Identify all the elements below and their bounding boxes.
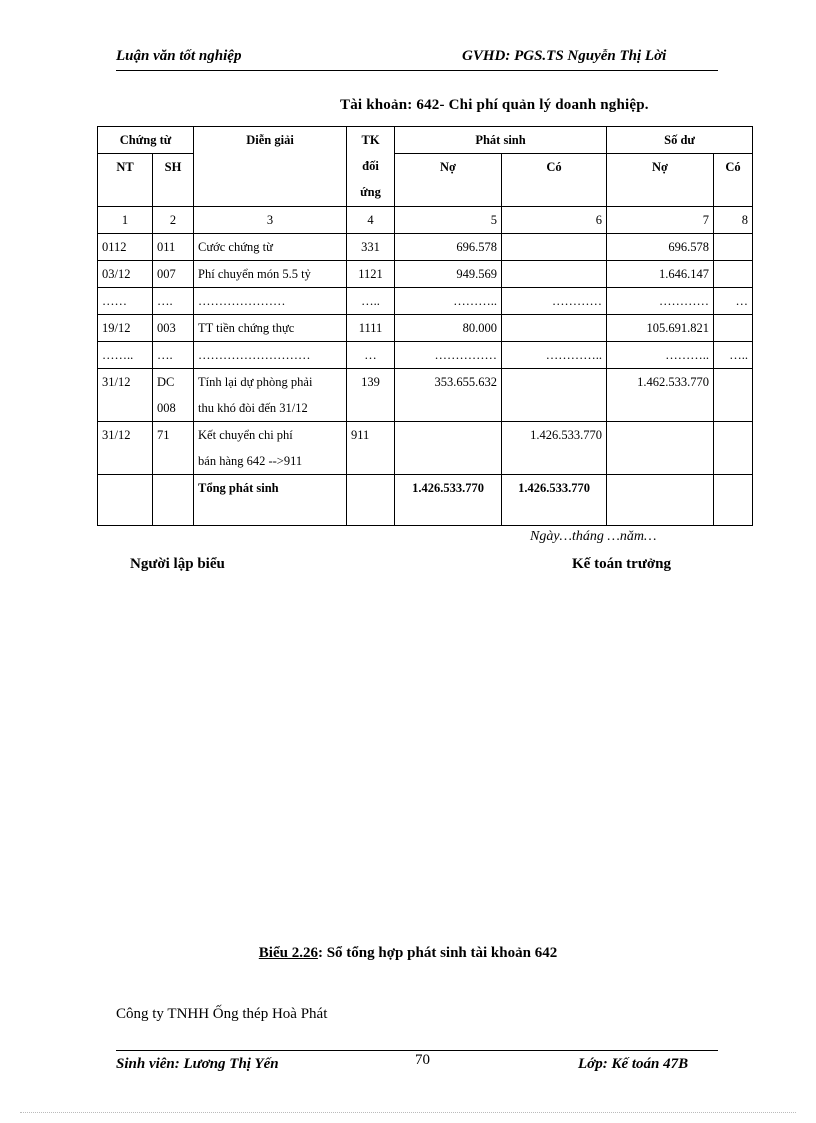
page-number: 70 xyxy=(415,1052,430,1068)
header-nt: NT xyxy=(98,154,153,207)
header-so-du: Số dư xyxy=(607,127,753,154)
cell-ps-co xyxy=(502,315,607,342)
cell-ps-no: ……….. xyxy=(395,288,502,315)
footer-rule xyxy=(116,1050,718,1051)
table-row-ellipsis xyxy=(98,342,753,369)
header-sd-co: Có xyxy=(714,154,753,207)
header-rule xyxy=(116,70,718,71)
cell-nt: 31/12 xyxy=(98,369,153,422)
header-tk-line3: ứng xyxy=(360,185,381,199)
cell-dien-giai: TT tiền chứng thực xyxy=(194,315,347,342)
cell-sh: …. xyxy=(153,288,194,315)
cell-dien-giai-line2: thu khó đòi đến 31/12 xyxy=(198,401,308,415)
signature-preparer: Người lập biểu xyxy=(130,556,225,572)
cell-sd-no xyxy=(607,422,714,475)
cell-sd-co xyxy=(714,369,753,422)
cell-sd-co: … xyxy=(714,288,753,315)
cell-ps-no: 696.578 xyxy=(395,234,502,261)
header-tk-doi-ung xyxy=(347,127,395,207)
table-row-ellipsis xyxy=(98,288,753,315)
cell-ps-no: …………… xyxy=(395,342,502,369)
cell-ps-no xyxy=(395,422,502,475)
cell-tk xyxy=(347,475,395,526)
cell-sd-no: 696.578 xyxy=(607,234,714,261)
cell-tk: 331 xyxy=(347,234,395,261)
account-title: Tài khoản: 642- Chi phí quản lý doanh nghiệp. xyxy=(340,97,649,113)
cell-tk: 139 xyxy=(347,369,395,422)
page-bottom-border xyxy=(20,1112,796,1113)
cell-sh: …. xyxy=(153,342,194,369)
ledger-table xyxy=(97,126,753,526)
cell-ps-no: 80.000 xyxy=(395,315,502,342)
cell-ps-co xyxy=(502,369,607,422)
cell-sh: 011 xyxy=(153,234,194,261)
caption-text: : Sổ tổng hợp phát sinh tài khoản 642 xyxy=(317,945,558,961)
col-number: 7 xyxy=(607,207,714,234)
cell-dien-giai: Cước chứng từ xyxy=(194,234,347,261)
cell-sd-no: ………… xyxy=(607,288,714,315)
cell-sd-co: ….. xyxy=(714,342,753,369)
cell-sd-co xyxy=(714,234,753,261)
col-number: 5 xyxy=(395,207,502,234)
column-number-row xyxy=(98,207,753,234)
total-ps-no: 1.426.533.770 xyxy=(395,475,502,526)
table-row xyxy=(98,261,753,288)
cell-tk: … xyxy=(347,342,395,369)
cell-sd-co xyxy=(714,261,753,288)
cell-sd-no xyxy=(607,475,714,526)
header-sd-no: Nợ xyxy=(607,154,714,207)
cell-dien-giai-line2: bán hàng 642 -->911 xyxy=(198,454,303,468)
cell-nt: …… xyxy=(98,288,153,315)
header-row-1 xyxy=(98,127,753,154)
header-sh: SH xyxy=(153,154,194,207)
cell-ps-co xyxy=(502,234,607,261)
cell-nt: 0112 xyxy=(98,234,153,261)
header-dien-giai: Diễn giải xyxy=(194,127,347,207)
cell-ps-co: ………… xyxy=(502,288,607,315)
company-name: Công ty TNHH Ống thép Hoà Phát xyxy=(116,1006,328,1022)
header-left: Luận văn tốt nghiệp xyxy=(116,48,242,64)
cell-sh xyxy=(153,369,194,422)
total-row xyxy=(98,475,753,526)
cell-dien-giai xyxy=(194,369,347,422)
cell-ps-co: ………….. xyxy=(502,342,607,369)
cell-dien-giai xyxy=(194,422,347,475)
cell-sh: 007 xyxy=(153,261,194,288)
cell-sh: 003 xyxy=(153,315,194,342)
caption-label: Biểu 2.26 xyxy=(258,945,318,961)
cell-sd-co xyxy=(714,422,753,475)
col-number: 3 xyxy=(194,207,347,234)
col-number: 6 xyxy=(502,207,607,234)
cell-tk: 1111 xyxy=(347,315,395,342)
table-row-provision xyxy=(98,369,753,422)
table-row-closing xyxy=(98,422,753,475)
col-number: 1 xyxy=(98,207,153,234)
footer-student: Sinh viên: Lương Thị Yến xyxy=(116,1056,279,1072)
cell-sh-line2: 008 xyxy=(157,401,176,415)
cell-dien-giai: ……………………… xyxy=(194,342,347,369)
cell-sh xyxy=(153,475,194,526)
cell-sh: 71 xyxy=(153,422,194,475)
col-number: 4 xyxy=(347,207,395,234)
cell-dien-giai: Phí chuyển món 5.5 tỷ xyxy=(194,261,347,288)
cell-sd-no: 1.646.147 xyxy=(607,261,714,288)
signature-chief-accountant: Kế toán trưởng xyxy=(572,556,671,572)
header-tk-line1: TK xyxy=(361,133,380,147)
table-row xyxy=(98,234,753,261)
cell-tk: 911 xyxy=(347,422,395,475)
header-tk-line2: đối xyxy=(362,159,379,173)
cell-nt: 03/12 xyxy=(98,261,153,288)
cell-dien-giai: ………………… xyxy=(194,288,347,315)
cell-sd-co xyxy=(714,315,753,342)
header-right: GVHD: PGS.TS Nguyễn Thị Lời xyxy=(462,48,667,64)
cell-sd-co xyxy=(714,475,753,526)
header-ps-co: Có xyxy=(502,154,607,207)
cell-ps-no: 949.569 xyxy=(395,261,502,288)
header-ps-no: Nợ xyxy=(395,154,502,207)
cell-ps-no: 353.655.632 xyxy=(395,369,502,422)
col-number: 8 xyxy=(714,207,753,234)
col-number: 2 xyxy=(153,207,194,234)
cell-nt: …….. xyxy=(98,342,153,369)
cell-sd-no: ……….. xyxy=(607,342,714,369)
cell-nt: 19/12 xyxy=(98,315,153,342)
cell-tk: ….. xyxy=(347,288,395,315)
cell-dien-giai-line1: Tính lại dự phòng phải xyxy=(198,375,313,389)
table-row xyxy=(98,315,753,342)
date-line: Ngày…tháng …năm… xyxy=(530,529,657,544)
cell-sh-line1: DC xyxy=(157,375,175,389)
footer-class: Lớp: Kế toán 47B xyxy=(578,1056,689,1072)
cell-dien-giai-line1: Kết chuyển chi phí xyxy=(198,428,293,442)
cell-nt xyxy=(98,475,153,526)
cell-sd-no: 1.462.533.770 xyxy=(607,369,714,422)
header-phat-sinh: Phát sinh xyxy=(395,127,607,154)
cell-ps-co: 1.426.533.770 xyxy=(502,422,607,475)
header-chung-tu: Chứng từ xyxy=(98,127,194,154)
cell-nt: 31/12 xyxy=(98,422,153,475)
figure-caption xyxy=(0,945,816,962)
total-ps-co: 1.426.533.770 xyxy=(502,475,607,526)
total-label: Tổng phát sinh xyxy=(194,475,347,526)
cell-sd-no: 105.691.821 xyxy=(607,315,714,342)
cell-tk: 1121 xyxy=(347,261,395,288)
cell-ps-co xyxy=(502,261,607,288)
